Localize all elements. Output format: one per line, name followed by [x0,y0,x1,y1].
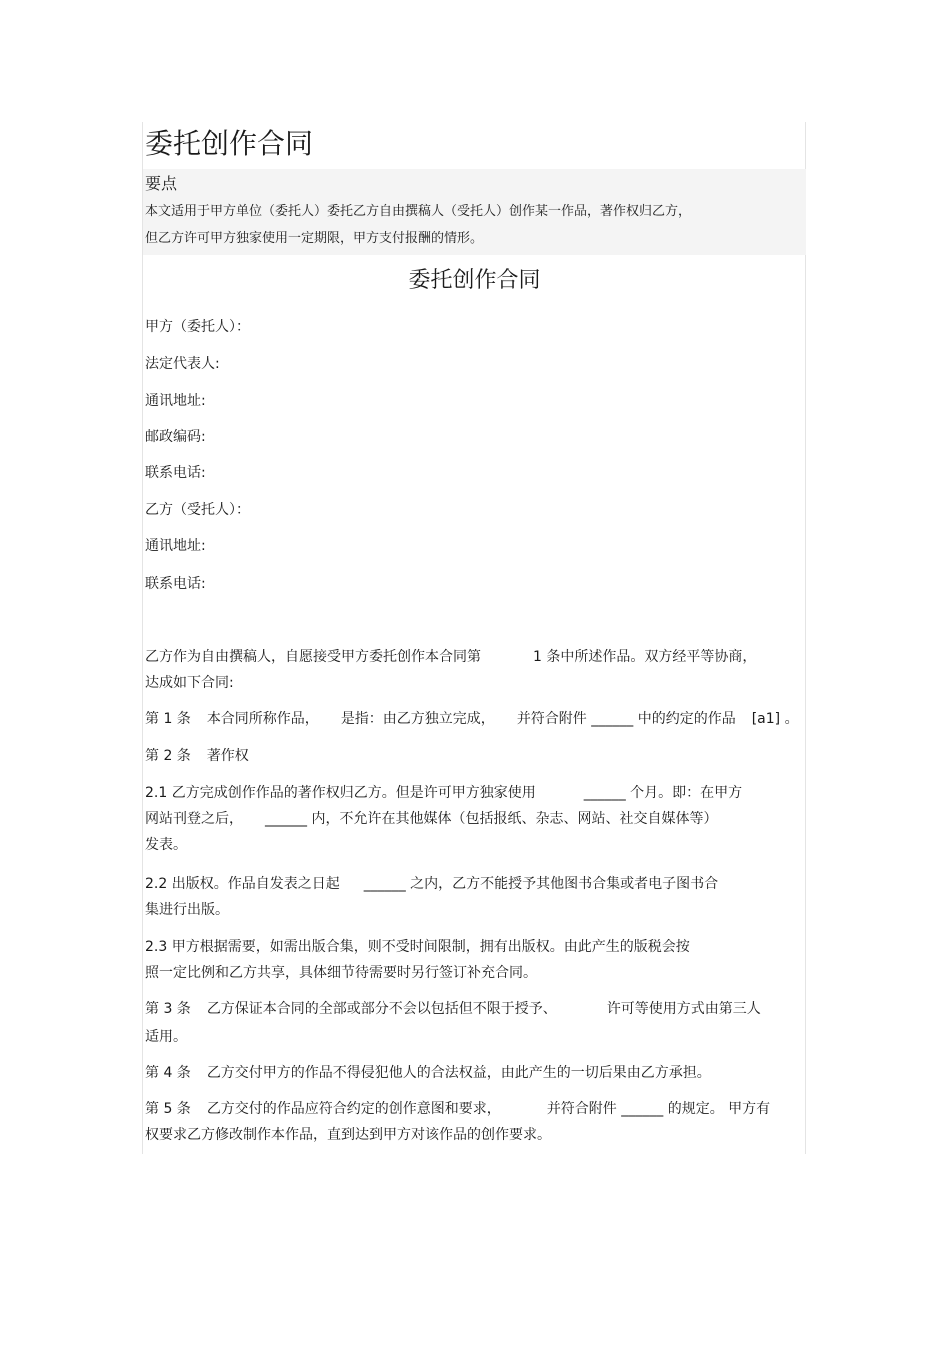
summary-line: 本文适用于甲方单位（委托人）委托乙方自由撰稿人（受托人）创作某一作品，著作权归乙方， [145,204,692,219]
summary-line: 但乙方许可甲方独家使用一定期限，甲方支付报酬的情形。 [145,231,484,246]
preamble-text: 1 条中所述作品。双方经平等协商， [533,649,757,665]
article-3 [145,999,761,1047]
clause-text: ______ 之内，乙方不能授予其他图书合集或者电子图书合 [363,876,719,892]
article-label: 第 1 条 [145,711,191,727]
clause-text: 发表。 [145,837,187,853]
field-postcode: 邮政编码: [145,429,206,445]
article-text: 本合同所称作品， [206,711,319,727]
field-address-a: 通讯地址: [145,393,206,409]
preamble-text: 乙方作为自由撰稿人，自愿接受甲方委托创作本合同第 [145,649,481,665]
clause-text: 2.2 出版权。作品自发表之日起 [145,876,340,892]
article-text: 乙方交付甲方的作品不得侵犯他人的合法权益，由此产生的一切后果由乙方承担。 [206,1065,711,1081]
article-text: 并符合附件 ______ 中的约定的作品 [516,711,736,727]
contract-title: 委托创作合同 [408,268,541,293]
summary-box [143,169,806,255]
article-label: 第 3 条 [145,1001,191,1017]
article-2 [145,746,249,766]
clause-2-3 [145,937,690,983]
clause-text: 网站刊登之后， [145,811,243,827]
field-party-b: 乙方（受托人）： [145,502,250,518]
clause-text: ______ 个月。即：在甲方 [583,785,743,801]
clause-text: 2.1 乙方完成创作作品的著作权归乙方。但是许可甲方独家使用 [145,785,536,801]
article-label: 第 2 条 [145,748,191,764]
clause-2-1 [145,783,742,855]
field-address-b: 通讯地址: [145,538,206,554]
article-text: 是指：由乙方独立完成， [340,711,495,727]
preamble-text: 达成如下合同: [145,675,234,691]
article-text: 乙方保证本合同的全部或部分不会以包括但不限于授予、 [206,1001,557,1017]
article-text: 适用。 [145,1029,187,1045]
article-text: [a1] 。 [751,711,799,727]
article-4 [145,1063,711,1083]
field-phone-b: 联系电话: [145,576,206,592]
article-5 [145,1099,770,1145]
clause-text: 2.3 甲方根据需要，如需出版合集，则不受时间限制，拥有出版权。由此产生的版税会按 [145,939,690,955]
document-title: 委托创作合同 [145,127,314,160]
clause-text: ______ 内，不允许在其他媒体（包括报纸、杂志、网站、社交自媒体等） [265,811,718,827]
clause-2-2 [145,874,718,920]
article-text: 著作权 [206,748,249,764]
article-text: 权要求乙方修改制作本作品，直到达到甲方对该作品的创作要求。 [145,1127,551,1143]
article-1 [145,709,799,729]
summary-heading: 要点 [145,174,178,193]
article-label: 第 4 条 [145,1065,191,1081]
article-text: 许可等使用方式由第三人 [606,1001,761,1017]
preamble [145,647,756,693]
article-text: 乙方交付的作品应符合约定的创作意图和要求， [206,1101,501,1117]
clause-text: 照一定比例和乙方共享，具体细节待需要时另行签订补充合同。 [145,965,537,981]
article-text: 并符合附件 ______ 的规定。 甲方有 [546,1101,771,1117]
article-label: 第 5 条 [145,1101,191,1117]
field-phone-a: 联系电话: [145,465,206,481]
field-legal-rep: 法定代表人: [145,356,220,372]
document-page [142,122,806,1154]
clause-text: 集进行出版。 [145,902,229,918]
field-party-a: 甲方（委托人）： [145,319,250,335]
